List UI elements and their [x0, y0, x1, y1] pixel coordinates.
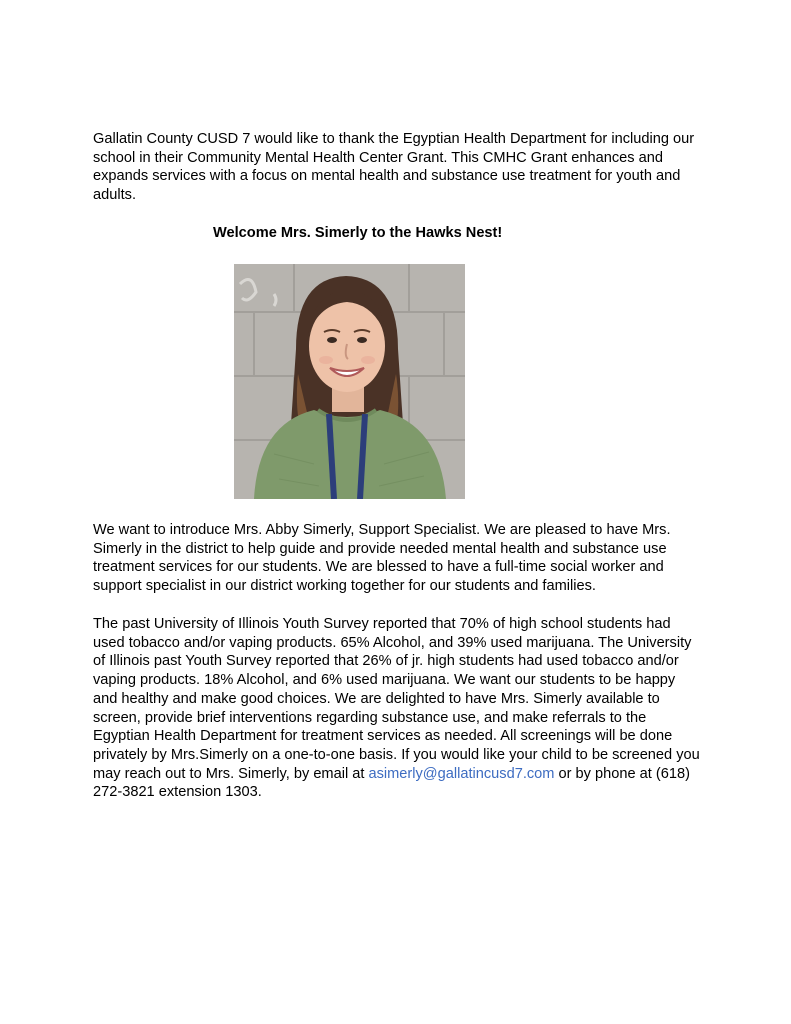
- email-link[interactable]: asimerly@gallatincusd7.com: [368, 765, 555, 782]
- staff-portrait-photo: [234, 264, 465, 499]
- welcome-heading: Welcome Mrs. Simerly to the Hawks Nest!: [213, 225, 503, 241]
- intro-paragraph: Gallatin County CUSD 7 would like to thank the Egyptian Health Department for including our school in their Community Mental Health Center Grant. This CMHC Grant enhances and expands services with a focus on mental health and substance use treatment for youth and adults.: [93, 131, 695, 204]
- survey-paragraph: [93, 615, 703, 802]
- survey-text-before-link: The past University of Illinois Youth Survey reported that 70% of high school students had used tobacco and/or vaping products. 65% Alcohol, and 39% used marijuana. The University of Illinois past Youth Survey reported that 26% of jr. high students had used tobacco and/or vaping products. 18% Alcohol, and 6% used marijuana. We want our students to be happy and healthy and make good choices. We are delighted to have Mrs. Simerly available to screen, provide brief interventions regarding substance use, and make referrals to the Egyptian Health Department for treatment services as needed. All screenings will be done privately by Mrs.Simerly on a one-to-one basis. If you would like your child to be screened you may reach out to Mrs. Simerly, by email at: [93, 616, 700, 782]
- introduction-paragraph: We want to introduce Mrs. Abby Simerly, Support Specialist. We are pleased to have Mrs. Simerly in the district to help guide and provide needed mental health and substance use treatment services for our students. We are blessed to have a full-time social worker and support specialist in our district working together for our students and families.: [93, 522, 671, 595]
- survey-text-after-link: or by phone at (618) 272-3821 extension 1303.: [93, 765, 690, 801]
